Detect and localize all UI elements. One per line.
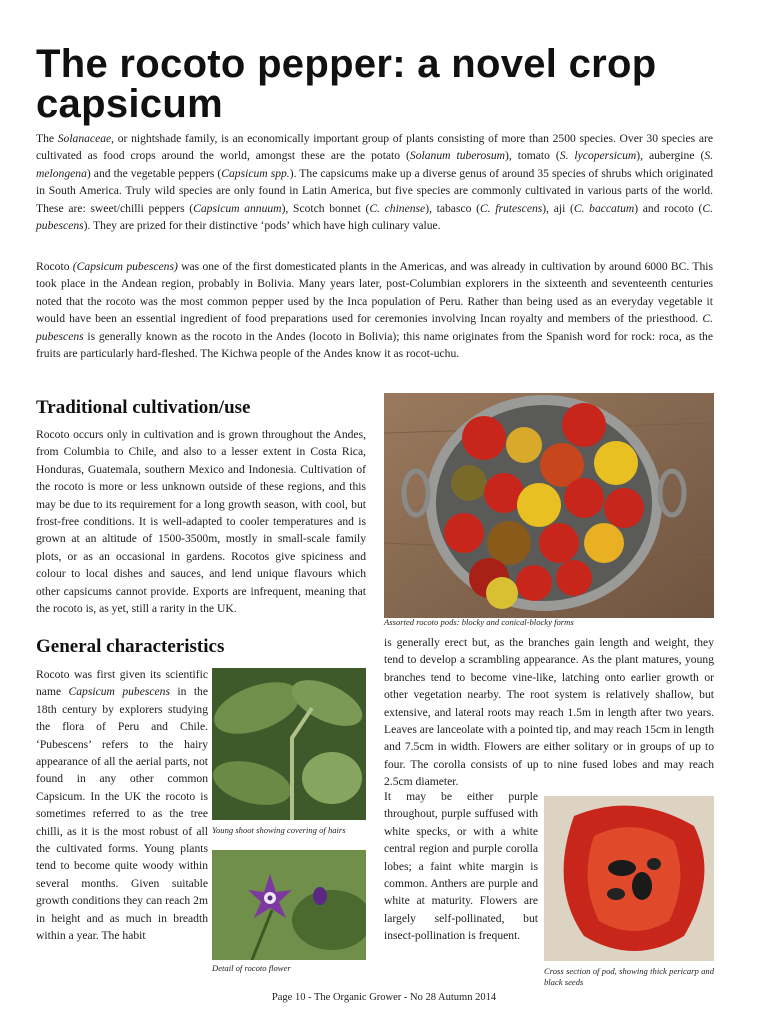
cultivation-text: Rocoto occurs only in cultivation and is grown throughout the Andes, from Columbia to Chile, and also to a lesser extent in Costa Rica, Honduras, Guatemala, southern Mexico and Indonesia. Cultivation of the rocoto is more or less unknown outside of these regions, and this may be due to its requirement for a long growth season, with cool, but frost-free conditions. It is well-adapted to cooler temperatures and is grown at an altitude of 1500-3500m, mostly in small-scale family plots, or as an occasional in gardens. Rocotos give spiciness and colour to local dishes and sauces, and lend unique flavours which other capsicums cannot provide. Exports are infrequent, meaning that the rocoto is, as yet, still a rarity in the UK. xyxy=(36,428,366,616)
italic-text: S. lycopersicum xyxy=(559,149,637,163)
flower-photo xyxy=(212,850,366,960)
page-title: The rocoto pepper: a novel crop capsicum xyxy=(36,42,657,126)
italic-text: C. chinense xyxy=(369,201,426,215)
italic-text: Capsicum annuum xyxy=(193,201,282,215)
characteristics-text-right-2: It may be either purple throughout, purple suffused with white specks, or with a white central region and purple corolla lobes; a faint white margin is common. Anthers are purple and white at maturity. Flowers are largely self-pollinated, but insect-pollination is frequent. xyxy=(384,790,538,943)
italic-text: C. pubescens xyxy=(36,201,714,233)
characteristics-text-left: Rocoto was first given its scientific name Capsicum pubescens in the 18th century by explorers studying the flora of Peru and Chile. ‘Pubescens’ refers to the hairy appearance of all the aerial parts, not found in any other common Capsicum. In the UK the rocoto is sometimes referred to as the tree chilli, as it is the most robust of all the cultivated forms. Young plants tend to become quite woody within several months. Given suitable growth conditions they can reach 2m in height and as much in breadth within a year. The habit xyxy=(36,668,208,943)
intro-paragraph-2: Rocoto (Capsicum pubescens) was one of the first domesticated plants in the Americas, and was already in cultivation by around 6000 BC. This took place in the Andean region, probably in Bolivia. Many years later, post-Columbian explorers in the sixteenth and seventeenth centuries noted that the rocoto was the most common pepper used by the Inca population of Peru. Rather than being used as an everyday vegetable it would have been an essential ingredient of food preparations used for ceremonies involving Incan royalty and members of the priesthood. C. pubescens is generally known as the rocoto in the Andes (locoto in Bolivia); this name originates from the Spanish word for rock: roca, as the fruits are particularly hard-fleshed. The Kichwa people of the Andes know it as rocot-uchu. xyxy=(36,260,713,361)
italic-text: C. baccatum xyxy=(573,201,635,215)
cross-section-illustration xyxy=(544,796,714,961)
shoot-caption: Young shoot showing covering of hairs xyxy=(212,825,346,835)
italic-text: S. melongena xyxy=(36,149,714,180)
section-heading-characteristics: General characteristics xyxy=(36,636,225,657)
pods-photo xyxy=(384,393,714,618)
page-footer: Page 10 - The Organic Grower - No 28 Autumn 2014 xyxy=(271,992,497,1003)
characteristics-text-right: is generally erect but, as the branches gain length and weight, they tend to develop a scrambling appearance. As the plant matures, young branches tend to become vine-like, latching onto earlier growth or other vegetation nearby. The root system is relatively shallow, but extensive, and lateral roots may reach 1.5m in length after two years. Leaves are lanceolate with a pointed tip, and may reach 15cm in length and 7.5cm in width. Flowers are either solitary or in groups of up to four. The corolla consists of up to nine fused lobes and may reach 2.5cm diameter. xyxy=(384,636,714,789)
intro-paragraph-1: The Solanaceae, or nightshade family, is an economically important group of plants consisting of more than 2500 species. Over 30 species are cultivated as food crops around the world, amongst these are the potato (Solanum tuberosum), tomato (S. lycopersicum), aubergine (S. melongena) and the vegetable peppers (Capsicum spp.). The capsicums make up a diverse genus of around 35 species of shrubs which originated in South America. Truly wild species are only found in Latin America, but five species are commonly cultivated in various parts of the world. These are: sweet/chilli peppers (Capsicum annuum), Scotch bonnet (C. chinense), tabasco (C. frutescens), aji (C. baccatum) and rocoto (C. pubescens). They are prized for their distinctive ‘pods’ which have high culinary value. xyxy=(36,132,714,233)
italic-text: Capsicum spp. xyxy=(221,166,290,180)
flower-caption: Detail of rocoto flower xyxy=(212,963,291,973)
italic-text: (Capsicum pubescens) xyxy=(72,260,178,273)
shoot-photo xyxy=(212,668,366,820)
italic-text: Solanaceae xyxy=(57,132,112,145)
italic-text: Solanum tuberosum xyxy=(409,149,505,163)
italic-text: C. frutescens xyxy=(479,201,543,215)
section-heading-cultivation: Traditional cultivation/use xyxy=(36,397,251,418)
italic-text: C. pubescens xyxy=(36,312,713,343)
cross-section-caption: Cross section of pod, showing thick pericarp and black seeds xyxy=(544,966,714,987)
pods-illustration xyxy=(384,393,714,618)
flower-illustration xyxy=(212,850,366,960)
shoot-illustration xyxy=(212,668,366,820)
cross-section-photo xyxy=(544,796,714,961)
pods-caption: Assorted rocoto pods: blocky and conical-blocky forms xyxy=(384,617,574,627)
italic-text: Capsicum pubescens xyxy=(68,685,170,699)
